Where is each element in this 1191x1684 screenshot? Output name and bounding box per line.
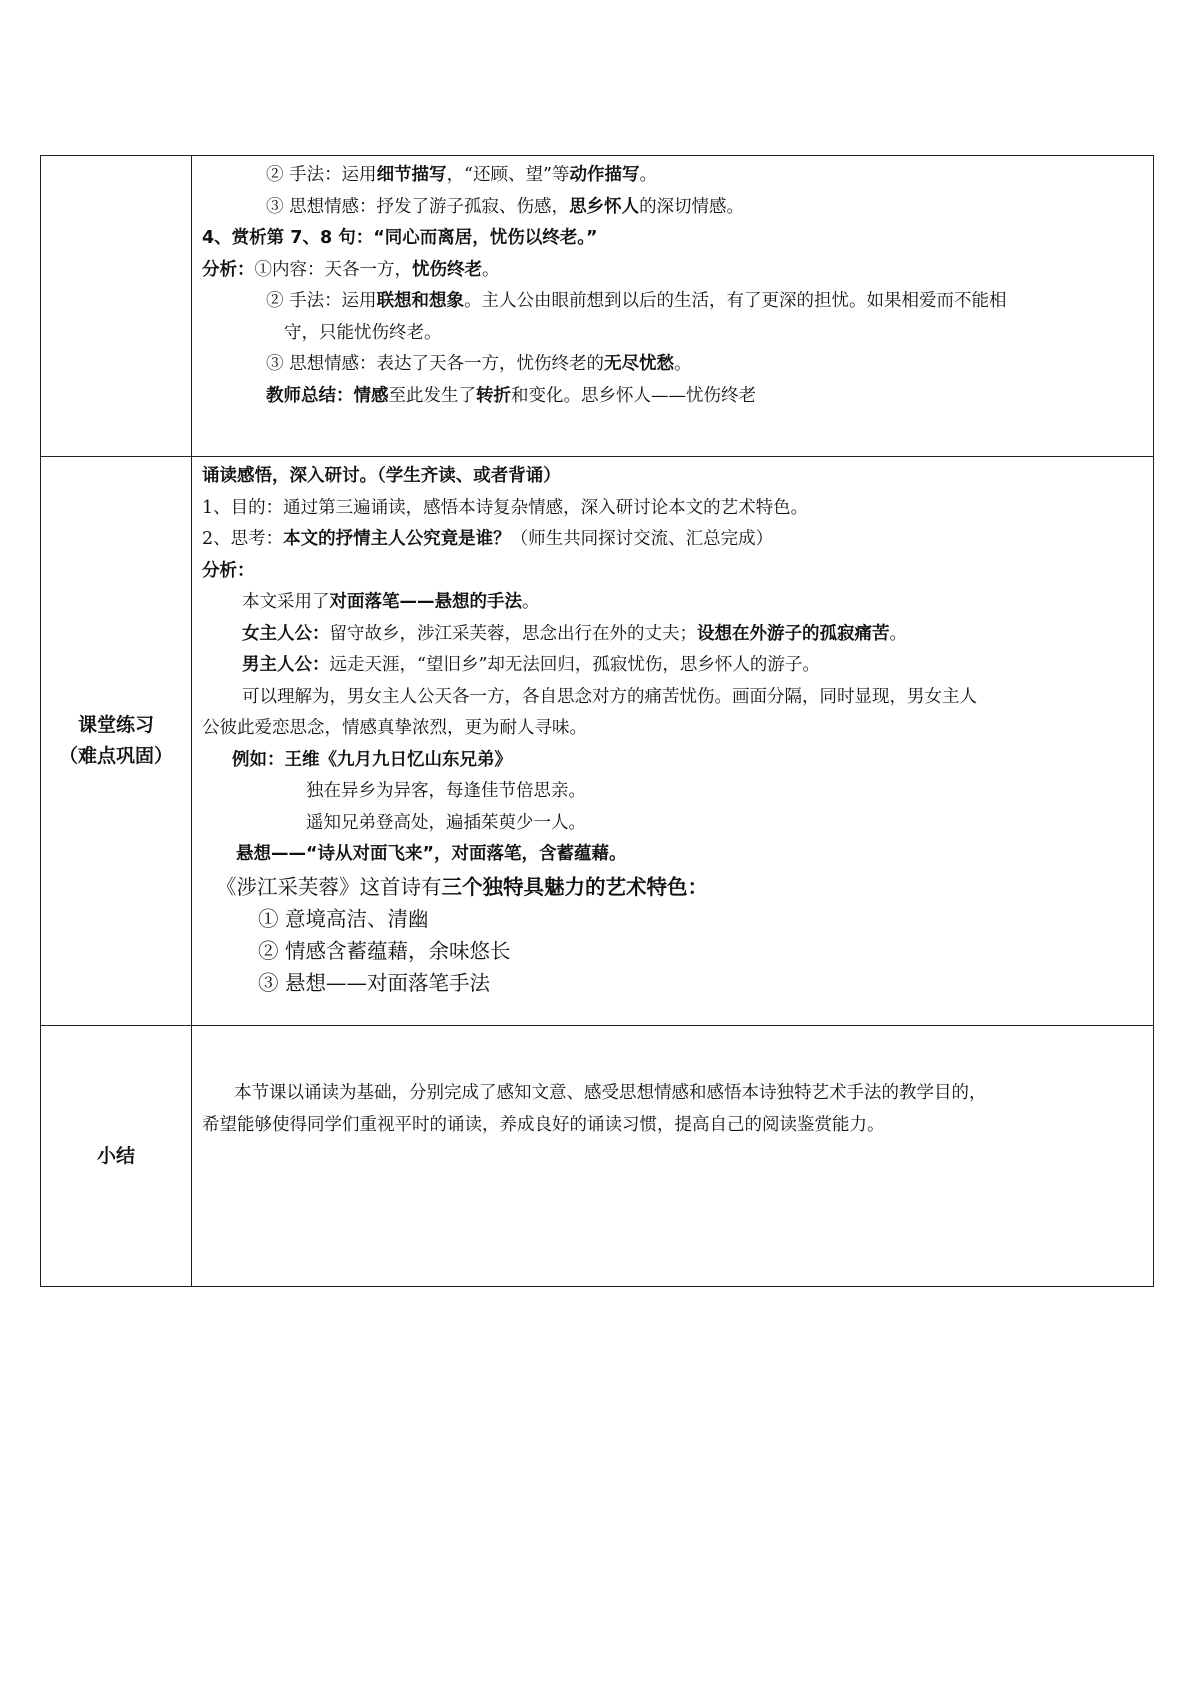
text-line xyxy=(202,903,1145,935)
summary-line: 本节课以诵读为基础，分别完成了感知文意、感受思想情感和感悟本诗独特艺术手法的教学目的， xyxy=(234,1083,987,1103)
text-line xyxy=(202,286,1145,318)
text-line xyxy=(202,587,1145,619)
text-line xyxy=(202,160,1145,192)
text-run: ，“还顾、望”等 xyxy=(446,165,570,185)
text-line xyxy=(202,318,1145,350)
bold-text: 例如：王维《九月九日忆山东兄弟》 xyxy=(232,749,512,770)
bold-text: 分析： xyxy=(202,560,255,581)
label-line: 课堂练习 xyxy=(77,714,154,736)
text-line xyxy=(202,650,1145,682)
text-run: 的深切情感。 xyxy=(639,196,745,217)
bold-text: 分析： xyxy=(202,259,255,280)
bold-text: 本文的抒情主人公究竟是谁？ xyxy=(283,529,511,549)
text-run: 远走天涯，“望旧乡”却无法回归，孤寂忧伤，思乡怀人的游子。 xyxy=(329,655,820,675)
text-line xyxy=(202,223,1145,255)
text-line xyxy=(202,871,1145,903)
text-run: ② 情感含蓄蕴藉，余味悠长 xyxy=(258,938,511,963)
text-run: 独在异乡为异客，每逢佳节倍思亲。 xyxy=(306,781,586,801)
row-content xyxy=(192,156,1154,457)
bold-text: 悬想——“诗从对面飞来”，对面落笔，含蓄蕴藉。 xyxy=(236,844,627,864)
text-line xyxy=(202,524,1145,556)
text-run: ② 手法：运用 xyxy=(266,291,377,311)
text-run: ② 手法：运用 xyxy=(266,165,377,185)
bold-text: 细节描写 xyxy=(376,165,447,185)
row-content xyxy=(192,1026,1154,1287)
text-run: 。 xyxy=(674,354,692,374)
text-run: ③ 悬想——对面落笔手法 xyxy=(258,970,491,995)
lesson-plan-table xyxy=(40,155,1154,1287)
bold-text: 男主人公： xyxy=(242,655,330,675)
table-row xyxy=(41,156,1154,457)
bold-text: 4、赏析第 7、8 句：“同心而离居，忧伤以终老。” xyxy=(202,228,598,248)
text-run: 至此发生了 xyxy=(388,385,476,406)
bold-text: 教师总结：情感 xyxy=(266,385,389,406)
bold-text: 女主人公： xyxy=(242,623,330,644)
text-run: 2、思考： xyxy=(202,529,284,549)
text-line xyxy=(202,192,1145,224)
text-line xyxy=(202,713,1145,745)
table-row xyxy=(41,457,1154,1026)
text-line xyxy=(202,556,1145,588)
text-run: 。 xyxy=(639,165,657,185)
text-run: ③ 思想情感：抒发了游子孤寂、伤感， xyxy=(266,196,570,217)
bold-text: 联想和想象 xyxy=(376,291,465,311)
text-run: ③ 思想情感：表达了天各一方，忧伤终老的 xyxy=(266,354,605,374)
text-run: 守，只能忧伤终老。 xyxy=(284,322,442,343)
text-line xyxy=(202,839,1145,871)
text-line xyxy=(202,381,1145,413)
row-content xyxy=(192,457,1154,1026)
row-label: 小结 xyxy=(41,1026,192,1287)
table-row xyxy=(41,1026,1154,1287)
text-run: 。 xyxy=(889,623,907,644)
bold-text: 思乡怀人 xyxy=(569,196,640,217)
text-line xyxy=(202,349,1145,381)
text-run: 《涉江采芙蓉》这首诗有 xyxy=(216,874,442,899)
text-run: 。 xyxy=(522,592,540,612)
text-run: （师生共同探讨交流、汇总完成） xyxy=(510,529,774,549)
row-label xyxy=(41,457,192,1026)
bold-text: 对面落笔——悬想的手法 xyxy=(329,592,522,612)
text-line xyxy=(202,493,1145,525)
bold-text: 忧伤终老 xyxy=(412,259,482,280)
text-run: 。 xyxy=(482,259,500,280)
text-line xyxy=(202,461,1145,493)
text-run: 公彼此爱恋思念，情感真挚浓烈，更为耐人寻味。 xyxy=(202,718,587,738)
text-run: ① 意境高洁、清幽 xyxy=(258,906,429,931)
text-run: 1、目的：通过第三遍诵读，感悟本诗复杂情感，深入研讨论本文的艺术特色。 xyxy=(202,497,809,518)
text-line xyxy=(202,619,1145,651)
text-run: 留守故乡，涉江采芙蓉，思念出行在外的丈夫； xyxy=(329,623,697,644)
text-run: 。主人公由眼前想到以后的生活，有了更深的担忧。如果相爱而不能相 xyxy=(464,291,1007,311)
bold-text: 无尽忧愁 xyxy=(604,354,675,374)
text-run: 遥知兄弟登高处，遍插茱萸少一人。 xyxy=(306,812,586,833)
text-run: 和变化。思乡怀人——忧伤终老 xyxy=(511,385,756,406)
bold-text: 诵读感悟，深入研讨。（学生齐读、或者背诵） xyxy=(202,466,561,486)
text-line xyxy=(202,255,1145,287)
text-line xyxy=(202,967,1145,999)
bold-text: 转折 xyxy=(476,385,511,406)
row-label xyxy=(41,156,192,457)
text-line xyxy=(202,935,1145,967)
text-run: ①内容：天各一方， xyxy=(254,259,412,280)
text-line xyxy=(202,745,1145,777)
label-line: （难点巩固） xyxy=(58,745,173,767)
summary-line: 希望能够使得同学们重视平时的诵读，养成良好的诵读习惯，提高自己的阅读鉴赏能力。 xyxy=(202,1114,885,1135)
bold-text: 三个独特具魅力的艺术特色： xyxy=(441,874,708,899)
text-line xyxy=(202,682,1145,714)
text-run: 可以理解为，男女主人公天各一方，各自思念对方的痛苦忧伤。画面分隔，同时显现，男女主人 xyxy=(242,686,977,707)
text-line xyxy=(202,808,1145,840)
text-line xyxy=(202,776,1145,808)
text-run: 本文采用了 xyxy=(242,592,330,612)
bold-text: 设想在外游子的孤寂痛苦 xyxy=(697,623,890,644)
bold-text: 动作描写 xyxy=(569,165,640,185)
